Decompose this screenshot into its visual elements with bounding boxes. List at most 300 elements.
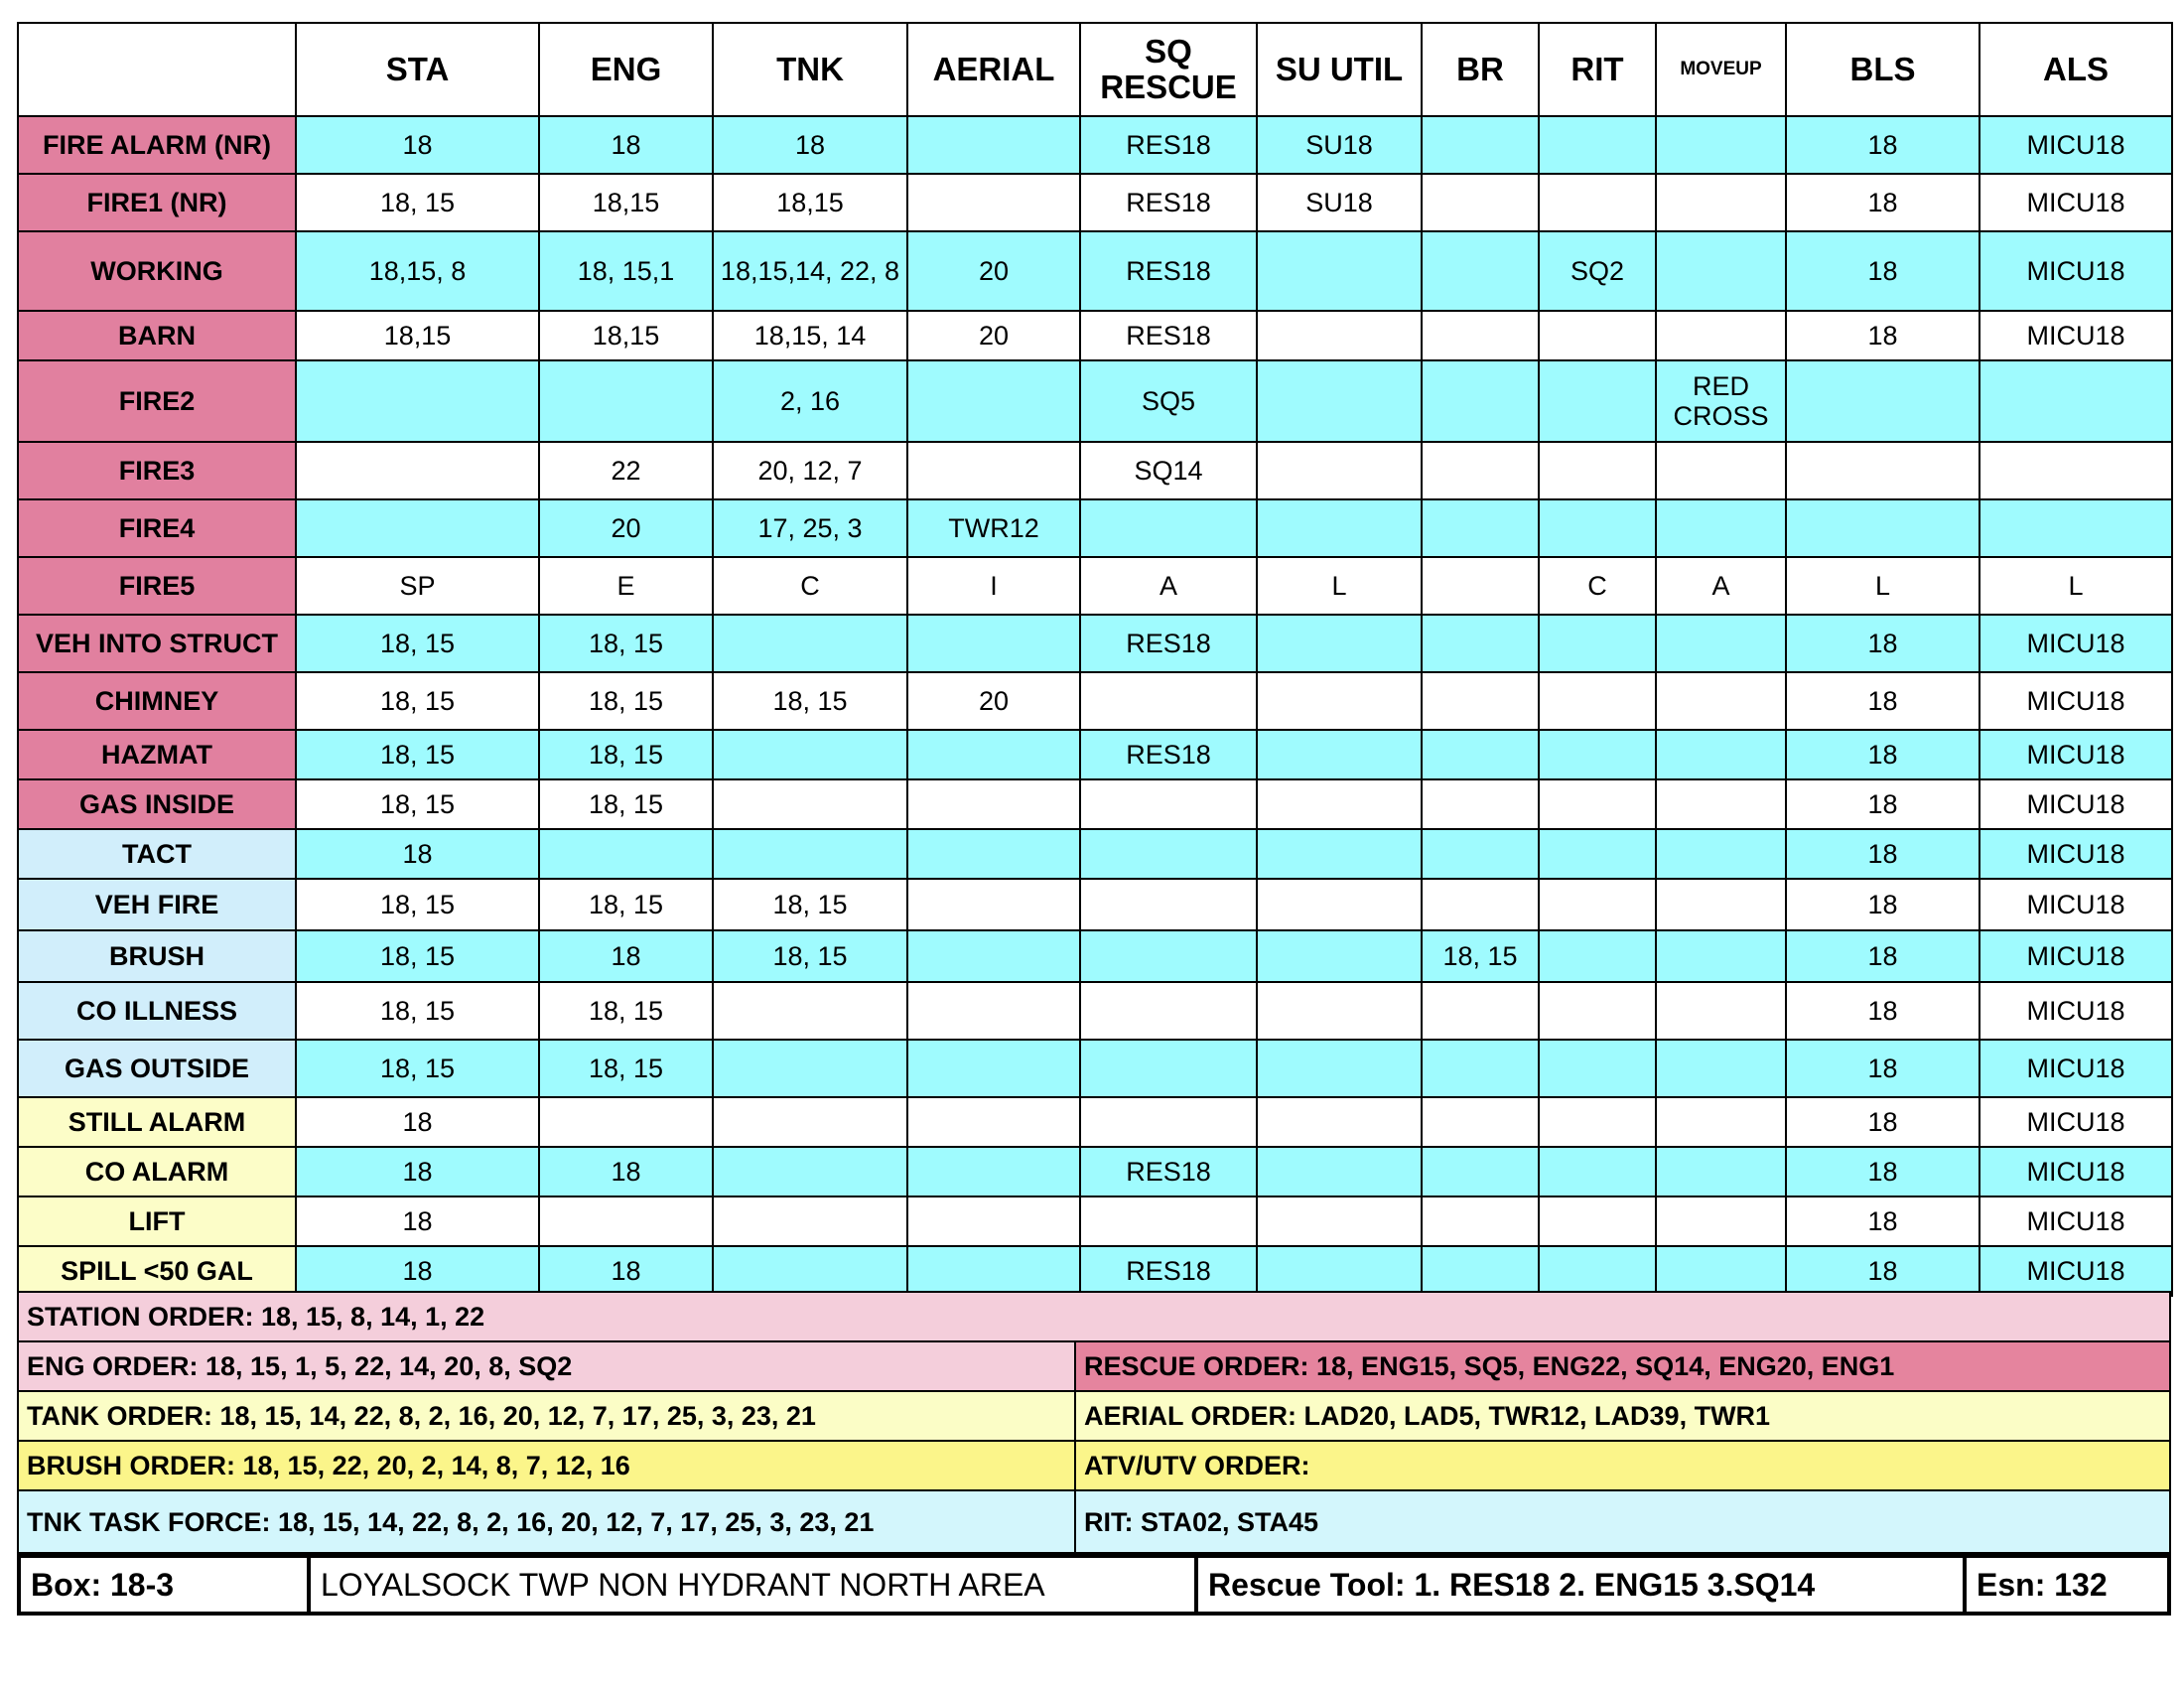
- cell-rit: [1539, 116, 1656, 174]
- cell-moveup: [1656, 982, 1786, 1040]
- cell-sq-rescue: [1080, 1196, 1257, 1246]
- cell-bls: [1786, 360, 1979, 442]
- cell-moveup: [1656, 116, 1786, 174]
- cell-eng: 18, 15: [539, 982, 713, 1040]
- cell-als: MICU18: [1979, 879, 2172, 930]
- cell-moveup: [1656, 1097, 1786, 1147]
- cell-tnk: 18,15, 14: [713, 311, 907, 360]
- cell-sq-rescue: [1080, 672, 1257, 730]
- cell-bls: 18: [1786, 1040, 1979, 1097]
- cell-rit: [1539, 1040, 1656, 1097]
- row-label: TACT: [18, 829, 296, 879]
- cell-su-util: [1257, 615, 1422, 672]
- cell-bls: 18: [1786, 982, 1979, 1040]
- row-label: FIRE1 (NR): [18, 174, 296, 231]
- cell-sta: 18, 15: [296, 930, 539, 982]
- cell-su-util: [1257, 360, 1422, 442]
- table-row: [18, 116, 2172, 174]
- cell-br: [1422, 442, 1539, 499]
- cell-br: [1422, 779, 1539, 829]
- row-label: STILL ALARM: [18, 1097, 296, 1147]
- cell-eng: [539, 1097, 713, 1147]
- row-label: SPILL <50 GAL: [18, 1246, 296, 1296]
- cell-moveup: [1656, 442, 1786, 499]
- cell-aerial: [907, 1097, 1080, 1147]
- cell-rit: [1539, 829, 1656, 879]
- tnk-task-force: TNK TASK FORCE: 18, 15, 14, 22, 8, 2, 16, 20, 12, 7, 17, 25, 3, 23, 21: [19, 1491, 1074, 1552]
- cell-als: MICU18: [1979, 1246, 2172, 1296]
- table-row: [18, 442, 2172, 499]
- table-row: [18, 982, 2172, 1040]
- run-card-body: [18, 116, 2172, 1296]
- cell-eng: 18, 15: [539, 879, 713, 930]
- table-row: [18, 779, 2172, 829]
- cell-rit: [1539, 1147, 1656, 1196]
- cell-aerial: [907, 930, 1080, 982]
- cell-tnk: 18, 15: [713, 930, 907, 982]
- table-row: [18, 174, 2172, 231]
- cell-sta: 18: [296, 1097, 539, 1147]
- cell-aerial: [907, 116, 1080, 174]
- cell-sq-rescue: SQ5: [1080, 360, 1257, 442]
- cell-sta: 18, 15: [296, 730, 539, 779]
- cell-sq-rescue: RES18: [1080, 615, 1257, 672]
- cell-sta: 18,15, 8: [296, 231, 539, 311]
- cell-br: [1422, 1040, 1539, 1097]
- cell-sta: 18, 15: [296, 779, 539, 829]
- row-label: CHIMNEY: [18, 672, 296, 730]
- cell-als: MICU18: [1979, 829, 2172, 879]
- cell-rit: [1539, 442, 1656, 499]
- cell-eng: 18,15: [539, 174, 713, 231]
- cell-su-util: [1257, 1246, 1422, 1296]
- col-header-sq-rescue: SQ RESCUE: [1080, 23, 1257, 116]
- cell-aerial: 20: [907, 672, 1080, 730]
- cell-bls: 18: [1786, 730, 1979, 779]
- cell-moveup: [1656, 1147, 1786, 1196]
- cell-als: MICU18: [1979, 1147, 2172, 1196]
- cell-eng: 18, 15: [539, 672, 713, 730]
- cell-su-util: [1257, 1097, 1422, 1147]
- cell-als: MICU18: [1979, 231, 2172, 311]
- aerial-order: AERIAL ORDER: LAD20, LAD5, TWR12, LAD39, TWR1: [1074, 1392, 2169, 1442]
- cell-moveup: [1656, 730, 1786, 779]
- cell-su-util: [1257, 1040, 1422, 1097]
- cell-sq-rescue: RES18: [1080, 311, 1257, 360]
- table-row: [18, 360, 2172, 442]
- cell-bls: 18: [1786, 930, 1979, 982]
- station-order: STATION ORDER: 18, 15, 8, 14, 1, 22: [19, 1293, 2169, 1342]
- cell-aerial: [907, 1196, 1080, 1246]
- cell-su-util: SU18: [1257, 116, 1422, 174]
- cell-sq-rescue: A: [1080, 557, 1257, 615]
- rit-order: RIT: STA02, STA45: [1074, 1491, 2169, 1552]
- cell-aerial: I: [907, 557, 1080, 615]
- col-header-bls: BLS: [1786, 23, 1979, 116]
- cell-tnk: 18,15: [713, 174, 907, 231]
- cell-tnk: [713, 1246, 907, 1296]
- cell-sq-rescue: [1080, 930, 1257, 982]
- cell-moveup: [1656, 1040, 1786, 1097]
- cell-sta: 18, 15: [296, 615, 539, 672]
- cell-moveup: [1656, 879, 1786, 930]
- cell-moveup: [1656, 930, 1786, 982]
- cell-rit: [1539, 360, 1656, 442]
- cell-sta: 18, 15: [296, 982, 539, 1040]
- cell-aerial: [907, 982, 1080, 1040]
- cell-rit: [1539, 982, 1656, 1040]
- cell-aerial: [907, 779, 1080, 829]
- cell-eng: 18, 15: [539, 730, 713, 779]
- row-label: LIFT: [18, 1196, 296, 1246]
- cell-rit: [1539, 730, 1656, 779]
- cell-sq-rescue: RES18: [1080, 1246, 1257, 1296]
- cell-sta: 18, 15: [296, 879, 539, 930]
- table-row: [18, 1147, 2172, 1196]
- row-label: CO ILLNESS: [18, 982, 296, 1040]
- table-row: [18, 1040, 2172, 1097]
- run-card-table: [17, 22, 2173, 1297]
- cell-tnk: 2, 16: [713, 360, 907, 442]
- row-label: WORKING: [18, 231, 296, 311]
- cell-als: MICU18: [1979, 730, 2172, 779]
- cell-bls: 18: [1786, 116, 1979, 174]
- cell-eng: 20: [539, 499, 713, 557]
- col-header-su-util: SU UTIL: [1257, 23, 1422, 116]
- cell-eng: [539, 829, 713, 879]
- row-label: FIRE4: [18, 499, 296, 557]
- cell-moveup: [1656, 615, 1786, 672]
- cell-tnk: [713, 1040, 907, 1097]
- cell-moveup: [1656, 829, 1786, 879]
- cell-su-util: [1257, 879, 1422, 930]
- cell-sta: 18: [296, 1147, 539, 1196]
- row-label: FIRE2: [18, 360, 296, 442]
- cell-br: [1422, 499, 1539, 557]
- cell-aerial: [907, 615, 1080, 672]
- cell-sq-rescue: [1080, 1097, 1257, 1147]
- col-header-tnk: TNK: [713, 23, 907, 116]
- cell-bls: 18: [1786, 615, 1979, 672]
- cell-tnk: [713, 829, 907, 879]
- cell-br: [1422, 116, 1539, 174]
- cell-aerial: [907, 1246, 1080, 1296]
- cell-eng: E: [539, 557, 713, 615]
- cell-tnk: 18, 15: [713, 672, 907, 730]
- cell-sta: 18, 15: [296, 174, 539, 231]
- col-header-eng: ENG: [539, 23, 713, 116]
- cell-aerial: 20: [907, 231, 1080, 311]
- cell-sq-rescue: [1080, 829, 1257, 879]
- cell-sta: [296, 442, 539, 499]
- cell-aerial: [907, 360, 1080, 442]
- cell-moveup: [1656, 779, 1786, 829]
- cell-br: [1422, 615, 1539, 672]
- cell-su-util: [1257, 442, 1422, 499]
- cell-tnk: 18, 15: [713, 879, 907, 930]
- cell-tnk: C: [713, 557, 907, 615]
- cell-tnk: [713, 1097, 907, 1147]
- cell-br: [1422, 1147, 1539, 1196]
- cell-su-util: [1257, 231, 1422, 311]
- cell-eng: [539, 1196, 713, 1246]
- cell-aerial: [907, 1147, 1080, 1196]
- cell-aerial: TWR12: [907, 499, 1080, 557]
- cell-br: [1422, 311, 1539, 360]
- row-label: BRUSH: [18, 930, 296, 982]
- col-header-sta: STA: [296, 23, 539, 116]
- cell-moveup: [1656, 231, 1786, 311]
- cell-rit: [1539, 499, 1656, 557]
- rescue-order: RESCUE ORDER: 18, ENG15, SQ5, ENG22, SQ14, ENG20, ENG1: [1074, 1342, 2169, 1392]
- cell-br: [1422, 1196, 1539, 1246]
- cell-br: 18, 15: [1422, 930, 1539, 982]
- cell-eng: [539, 360, 713, 442]
- cell-sq-rescue: RES18: [1080, 174, 1257, 231]
- cell-rit: [1539, 174, 1656, 231]
- table-row: [18, 1097, 2172, 1147]
- cell-moveup: [1656, 672, 1786, 730]
- cell-br: [1422, 231, 1539, 311]
- cell-als: [1979, 360, 2172, 442]
- cell-tnk: [713, 982, 907, 1040]
- cell-bls: 18: [1786, 879, 1979, 930]
- cell-tnk: [713, 1196, 907, 1246]
- cell-su-util: [1257, 982, 1422, 1040]
- cell-sq-rescue: [1080, 1040, 1257, 1097]
- table-row: [18, 1246, 2172, 1296]
- brush-order: BRUSH ORDER: 18, 15, 22, 20, 2, 14, 8, 7, 12, 16: [19, 1442, 1074, 1491]
- row-label: FIRE3: [18, 442, 296, 499]
- cell-eng: 18, 15: [539, 615, 713, 672]
- cell-rit: [1539, 672, 1656, 730]
- cell-rit: [1539, 311, 1656, 360]
- cell-moveup: [1656, 499, 1786, 557]
- cell-sta: SP: [296, 557, 539, 615]
- cell-bls: 18: [1786, 311, 1979, 360]
- cell-moveup: RED CROSS: [1656, 360, 1786, 442]
- cell-aerial: [907, 730, 1080, 779]
- table-row: [18, 730, 2172, 779]
- col-header-als: ALS: [1979, 23, 2172, 116]
- cell-tnk: 17, 25, 3: [713, 499, 907, 557]
- cell-aerial: [907, 442, 1080, 499]
- cell-eng: 18,15: [539, 311, 713, 360]
- row-label: GAS OUTSIDE: [18, 1040, 296, 1097]
- table-row: [18, 499, 2172, 557]
- table-row: [18, 231, 2172, 311]
- cell-als: MICU18: [1979, 982, 2172, 1040]
- table-row: [18, 879, 2172, 930]
- col-header-aerial: AERIAL: [907, 23, 1080, 116]
- cell-tnk: [713, 730, 907, 779]
- cell-sta: 18,15: [296, 311, 539, 360]
- cell-sta: [296, 499, 539, 557]
- cell-rit: SQ2: [1539, 231, 1656, 311]
- row-label: FIRE ALARM (NR): [18, 116, 296, 174]
- cell-aerial: [907, 829, 1080, 879]
- cell-sta: 18, 15: [296, 672, 539, 730]
- table-row: [18, 829, 2172, 879]
- cell-eng: 18: [539, 930, 713, 982]
- cell-bls: 18: [1786, 174, 1979, 231]
- col-header-rit: RIT: [1539, 23, 1656, 116]
- orders-section: [17, 1291, 2171, 1554]
- cell-als: MICU18: [1979, 672, 2172, 730]
- cell-sq-rescue: [1080, 982, 1257, 1040]
- row-label: BARN: [18, 311, 296, 360]
- cell-als: MICU18: [1979, 1097, 2172, 1147]
- cell-bls: [1786, 499, 1979, 557]
- cell-bls: 18: [1786, 829, 1979, 879]
- cell-bls: 18: [1786, 1246, 1979, 1296]
- cell-su-util: [1257, 1196, 1422, 1246]
- cell-eng: 18: [539, 1246, 713, 1296]
- cell-rit: [1539, 615, 1656, 672]
- cell-bls: 18: [1786, 1147, 1979, 1196]
- cell-sq-rescue: RES18: [1080, 1147, 1257, 1196]
- row-label: CO ALARM: [18, 1147, 296, 1196]
- cell-su-util: SU18: [1257, 174, 1422, 231]
- cell-su-util: L: [1257, 557, 1422, 615]
- cell-sq-rescue: [1080, 779, 1257, 829]
- cell-rit: C: [1539, 557, 1656, 615]
- cell-su-util: [1257, 499, 1422, 557]
- cell-su-util: [1257, 1147, 1422, 1196]
- cell-bls: 18: [1786, 231, 1979, 311]
- row-label: FIRE5: [18, 557, 296, 615]
- col-header-br: BR: [1422, 23, 1539, 116]
- cell-eng: 18, 15: [539, 779, 713, 829]
- row-label: GAS INSIDE: [18, 779, 296, 829]
- cell-sta: 18: [296, 1246, 539, 1296]
- tank-order: TANK ORDER: 18, 15, 14, 22, 8, 2, 16, 20, 12, 7, 17, 25, 3, 23, 21: [19, 1392, 1074, 1442]
- footer-bar: [17, 1554, 2171, 1616]
- cell-sta: 18: [296, 116, 539, 174]
- cell-br: [1422, 1246, 1539, 1296]
- cell-eng: 18: [539, 1147, 713, 1196]
- cell-eng: 22: [539, 442, 713, 499]
- cell-als: MICU18: [1979, 615, 2172, 672]
- table-row: [18, 930, 2172, 982]
- cell-sq-rescue: [1080, 879, 1257, 930]
- cell-aerial: 20: [907, 311, 1080, 360]
- cell-tnk: [713, 615, 907, 672]
- cell-moveup: [1656, 311, 1786, 360]
- cell-sq-rescue: RES18: [1080, 231, 1257, 311]
- cell-als: MICU18: [1979, 779, 2172, 829]
- cell-sq-rescue: RES18: [1080, 116, 1257, 174]
- cell-su-util: [1257, 730, 1422, 779]
- row-label: HAZMAT: [18, 730, 296, 779]
- cell-sta: 18: [296, 1196, 539, 1246]
- cell-rit: [1539, 1246, 1656, 1296]
- col-header-moveup: MOVEUP: [1656, 23, 1786, 116]
- cell-bls: 18: [1786, 1097, 1979, 1147]
- cell-sq-rescue: RES18: [1080, 730, 1257, 779]
- cell-moveup: [1656, 1246, 1786, 1296]
- cell-eng: 18, 15,1: [539, 231, 713, 311]
- cell-br: [1422, 557, 1539, 615]
- cell-br: [1422, 174, 1539, 231]
- cell-bls: L: [1786, 557, 1979, 615]
- corner-cell: [18, 23, 296, 116]
- cell-als: MICU18: [1979, 930, 2172, 982]
- atv-utv-order: ATV/UTV ORDER:: [1074, 1442, 2169, 1491]
- cell-rit: [1539, 930, 1656, 982]
- cell-als: MICU18: [1979, 1040, 2172, 1097]
- table-row: [18, 615, 2172, 672]
- cell-eng: 18, 15: [539, 1040, 713, 1097]
- cell-bls: 18: [1786, 779, 1979, 829]
- cell-br: [1422, 982, 1539, 1040]
- cell-tnk: [713, 779, 907, 829]
- cell-sta: 18, 15: [296, 1040, 539, 1097]
- cell-br: [1422, 360, 1539, 442]
- rescue-tool: Rescue Tool: 1. RES18 2. ENG15 3.SQ14: [1198, 1558, 1967, 1612]
- cell-br: [1422, 879, 1539, 930]
- cell-tnk: 18: [713, 116, 907, 174]
- cell-su-util: [1257, 311, 1422, 360]
- row-label: VEH FIRE: [18, 879, 296, 930]
- cell-aerial: [907, 174, 1080, 231]
- cell-aerial: [907, 1040, 1080, 1097]
- cell-moveup: [1656, 1196, 1786, 1246]
- table-row: [18, 557, 2172, 615]
- area-name: LOYALSOCK TWP NON HYDRANT NORTH AREA: [311, 1558, 1198, 1612]
- cell-rit: [1539, 879, 1656, 930]
- header-row: [18, 23, 2172, 116]
- cell-aerial: [907, 879, 1080, 930]
- cell-su-util: [1257, 672, 1422, 730]
- cell-als: MICU18: [1979, 1196, 2172, 1246]
- cell-su-util: [1257, 930, 1422, 982]
- cell-su-util: [1257, 829, 1422, 879]
- cell-sta: [296, 360, 539, 442]
- cell-br: [1422, 672, 1539, 730]
- cell-rit: [1539, 1097, 1656, 1147]
- cell-br: [1422, 1097, 1539, 1147]
- cell-als: MICU18: [1979, 174, 2172, 231]
- cell-br: [1422, 730, 1539, 779]
- cell-tnk: 18,15,14, 22, 8: [713, 231, 907, 311]
- cell-als: [1979, 499, 2172, 557]
- cell-bls: 18: [1786, 672, 1979, 730]
- table-row: [18, 1196, 2172, 1246]
- esn-number: Esn: 132: [1977, 1566, 2108, 1603]
- cell-tnk: 20, 12, 7: [713, 442, 907, 499]
- cell-sq-rescue: [1080, 499, 1257, 557]
- cell-bls: [1786, 442, 1979, 499]
- cell-als: [1979, 442, 2172, 499]
- table-row: [18, 672, 2172, 730]
- cell-moveup: A: [1656, 557, 1786, 615]
- cell-eng: 18: [539, 116, 713, 174]
- cell-bls: 18: [1786, 1196, 1979, 1246]
- cell-sq-rescue: SQ14: [1080, 442, 1257, 499]
- eng-order: ENG ORDER: 18, 15, 1, 5, 22, 14, 20, 8, SQ2: [19, 1342, 1074, 1392]
- cell-sta: 18: [296, 829, 539, 879]
- cell-als: L: [1979, 557, 2172, 615]
- row-label: VEH INTO STRUCT: [18, 615, 296, 672]
- box-number: Box: 18-3: [21, 1558, 311, 1612]
- cell-rit: [1539, 1196, 1656, 1246]
- cell-rit: [1539, 779, 1656, 829]
- cell-br: [1422, 829, 1539, 879]
- cell-als: MICU18: [1979, 116, 2172, 174]
- table-row: [18, 311, 2172, 360]
- cell-moveup: [1656, 174, 1786, 231]
